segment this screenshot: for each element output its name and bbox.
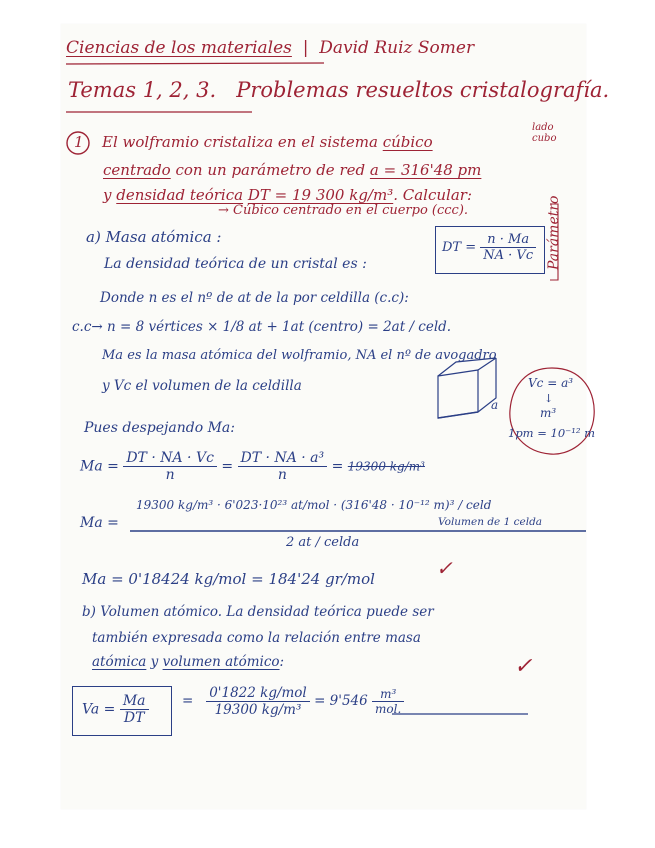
theoretical-density: DT = 19 300 kg/m³ [247,186,394,204]
problem-line-1 [102,133,433,151]
topics-heading [68,78,609,102]
density-formula-fraction [480,232,536,263]
bubble-volume: Vc = a³ [528,376,574,390]
problem-term-centered: centrado [103,161,171,179]
ma-eq1-equals: = [221,458,234,475]
bubble-unit: m³ [540,406,557,420]
part-a-line-5: y Vc el volumen de la celdilla [102,378,302,394]
part-a-line-2: Donde n es el nº de at de la por celdilla (c.c): [100,290,409,306]
author-name: David Ruiz Somer [319,38,475,58]
problem-line-2 [103,161,481,179]
va-result-underline [392,712,532,716]
atomic-volume-formula [82,693,149,726]
va-result: = 9'546 [314,693,368,709]
problem-note-top: lado cubo [532,122,557,144]
header-rule [66,62,326,66]
va-calc-numerator: 0'1822 kg/mol [206,685,310,702]
ma-eq1-numerator: DT · NA · Vc [123,450,217,467]
ma-eq2-fraction [238,450,328,483]
part-a-line-1: La densidad teórica de un cristal es : [104,256,367,272]
va-unit-numerator: m³ [372,687,404,702]
unit-cell-cube-drawing [432,356,512,422]
term-atomic-volume: volumen atómico [162,654,280,670]
problem-term-density: densidad teórica [116,186,244,204]
bubble-arrow-icon: ↓ [544,392,554,405]
part-b-conjunction: y [150,654,159,670]
term-atomic-mass: atómica [92,654,147,670]
ma-equation-1 [80,450,425,483]
ma-eq3-denominator: 2 at / celda [286,535,360,550]
ma-eq1-fraction [123,450,217,483]
va-result-check-icon: ✓ [514,654,533,679]
problem-text-3b: . Calcular: [393,186,472,204]
problem-line-4 [218,203,468,218]
density-formula-lhs: DT = [442,240,477,255]
va-formula-numerator: Ma [120,693,149,710]
part-a-line-6: Pues despejando Ma: [84,420,235,436]
side-bracket [548,200,578,290]
part-b-colon: : [279,654,285,670]
problem-term-cubic: cúbico [382,133,433,151]
ma-result-check-icon: ✓ [436,556,453,580]
va-unit-denominator: mol. [375,702,402,716]
problem-text-3a: y [103,186,112,204]
problem-line-3 [103,186,472,204]
problem-number: 1 [74,133,84,151]
density-formula-numerator: n · Ma [480,232,536,248]
ma-eq3-numerator: 19300 kg/m³ · 6'023·10²³ at/mol · (316'48 · 10⁻¹² m)³ / celd [136,498,492,512]
part-a-title: a) Masa atómica : [86,228,222,246]
ma-eq2-numerator: DT · NA · a³ [238,450,328,467]
part-b-line-1: b) Volumen atómico. La densidad teórica puede ser [82,604,434,620]
density-formula-denominator: NA · Vc [483,248,534,263]
topics-underline [66,110,256,114]
problem-text-1: El wolframio cristaliza en el sistema [102,133,378,151]
side-note-parameter: Parámetro [546,195,562,270]
va-calc-fraction [206,685,310,718]
ma-result: Ma = 0'18424 kg/mol = 184'24 gr/mol [82,570,375,588]
part-b-line-3 [92,654,284,670]
struck-density-note: 19300 kg/m³ [347,459,425,474]
cube-edge-label: a [491,398,499,412]
part-a-line-4: Ma es la masa atómica del wolframio, NA el nº de avogadro [102,348,497,363]
title-separator: | [297,38,314,58]
part-a-line-3: c.c→ n = 8 vértices × 1/8 at + 1at (centro) = 2at / celd. [72,319,452,335]
course-name: Ciencias de los materiales [66,38,292,58]
arrow-icon: → [218,203,234,218]
ma-eq2-equals: = [331,458,344,475]
problem-text-2: con un parámetro de red [175,161,366,179]
ma-equation-2-lhs: Ma = [80,515,119,531]
density-formula [442,232,536,263]
ma-eq1-denominator: n [165,467,175,483]
problem-text-4: Cúbico centrado en el cuerpo (ccc). [233,203,469,218]
bubble-conversion: 1pm = 10⁻¹² m [508,426,596,440]
va-formula-fraction [120,693,149,726]
topics-label: Temas 1, 2, 3. [68,78,217,102]
va-formula-denominator: DT [123,710,145,726]
ma-eq1-lhs: Ma = [80,458,119,475]
va-calculation [182,685,404,718]
ma-eq3-volume-note: Volumen de 1 celda [438,516,543,528]
topics-subtitle: Problemas resueltos cristalografía. [236,78,610,102]
ma-eq2-denominator: n [277,467,287,483]
ma-eq3-fraction-bar [130,529,590,533]
lattice-parameter: a = 316'48 pm [369,161,482,179]
va-calc-denominator: 19300 kg/m³ [214,702,302,718]
course-title [66,38,474,58]
va-formula-lhs: Va = [82,701,116,718]
va-equals: = [182,693,194,709]
part-b-line-2: también expresada como la relación entre masa [92,630,421,646]
